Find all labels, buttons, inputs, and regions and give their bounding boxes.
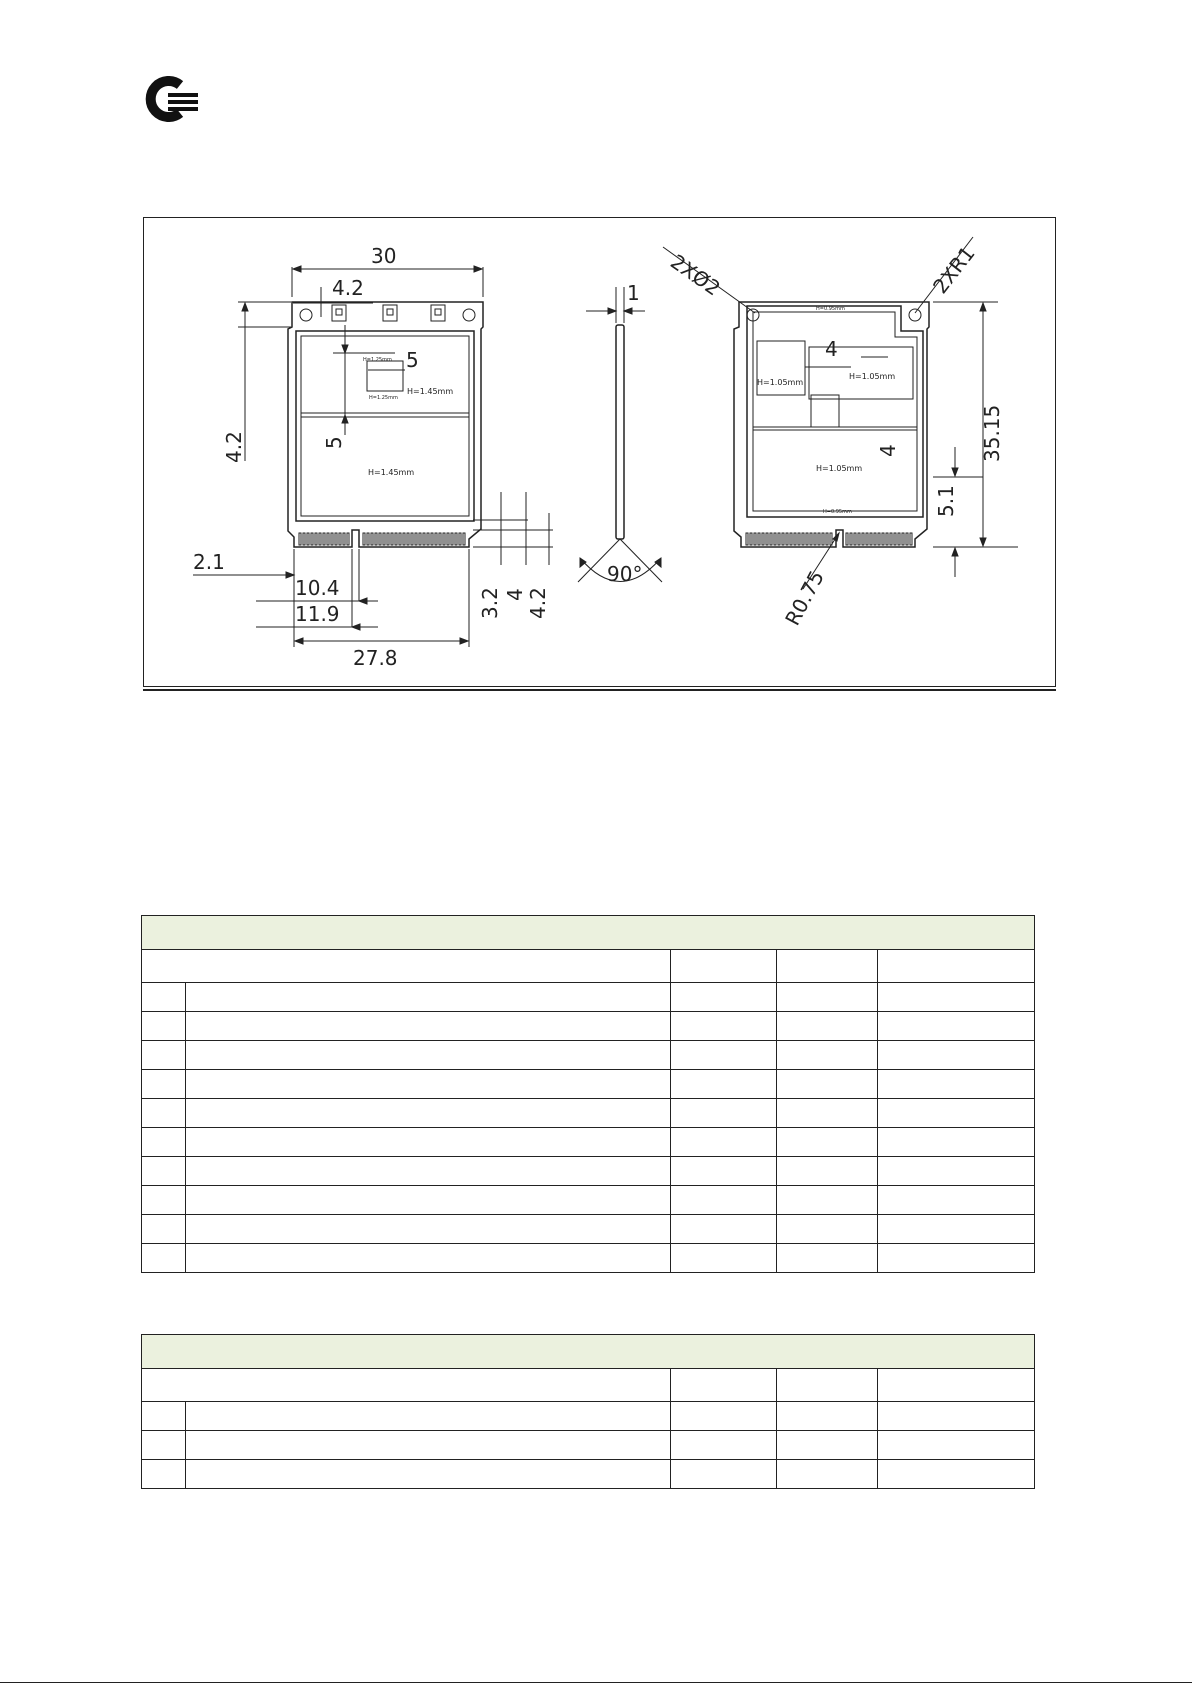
dim-width-30: 30: [371, 244, 397, 268]
height-label-small: H=1.45mm: [407, 387, 454, 396]
dim-hole-diameter: 2XØ2: [666, 249, 725, 301]
dim-connector-offset: 4.2: [332, 276, 364, 300]
table-row: [142, 1431, 1035, 1460]
edge-connector-fingers-back: [746, 533, 912, 545]
side-view: [578, 287, 662, 582]
height-label-top: H=1.25mm: [363, 357, 392, 363]
height-label-mid: H=1.25mm: [369, 395, 398, 401]
table-row: [142, 983, 1035, 1012]
height-label-b1: H=1.05mm: [757, 378, 804, 387]
table-row: [142, 1012, 1035, 1041]
dim-corner-radius: 2XR1: [928, 241, 980, 299]
table-row: [142, 1128, 1035, 1157]
table-subheader: [142, 1369, 1035, 1402]
height-label-large: H=1.45mm: [368, 468, 415, 477]
page-bottom-rule: [0, 1682, 1192, 1683]
table-row: [142, 1041, 1035, 1070]
table-row: [142, 1070, 1035, 1099]
height-label-b2: H=1.05mm: [849, 372, 896, 381]
dim-5-horizontal: 5: [406, 348, 419, 372]
table-row: [142, 1157, 1035, 1186]
dim-5-1: 5.1: [934, 485, 958, 517]
edge-connector-fingers: [299, 533, 465, 545]
dim-2-1: 2.1: [193, 550, 225, 574]
mechanical-drawing: [143, 217, 1056, 687]
dim-27-8: 27.8: [353, 646, 398, 670]
table-row: [142, 1186, 1035, 1215]
height-label-b4: H=0.95mm: [816, 306, 845, 312]
dim-4-vertical: 4: [876, 444, 900, 457]
table-row: [142, 1099, 1035, 1128]
table-header: [142, 1335, 1035, 1369]
dim-10-4: 10.4: [295, 576, 340, 600]
dim-top-4-2: 4.2: [222, 431, 246, 463]
dim-5-vertical: 5: [322, 436, 346, 449]
spec-table-2: [141, 1334, 1035, 1489]
dim-11-9: 11.9: [295, 602, 340, 626]
dim-notch-radius: R0.75: [780, 566, 829, 630]
table-row: [142, 1244, 1035, 1273]
dim-bottom-4-2: 4.2: [526, 587, 550, 619]
dim-4: 4: [503, 588, 527, 601]
dim-thickness-1: 1: [627, 281, 640, 305]
table-header: [142, 916, 1035, 950]
dim-3-2: 3.2: [478, 587, 502, 619]
spec-table-1: [141, 915, 1035, 1273]
table-subheader: [142, 950, 1035, 983]
table-row: [142, 1215, 1035, 1244]
dim-angle-90: 90°: [607, 562, 643, 586]
back-view-text: [666, 242, 1004, 630]
height-label-b5: H=0.95mm: [823, 509, 852, 515]
company-logo-icon: [140, 76, 200, 122]
table-row: [142, 1460, 1035, 1489]
height-label-b3: H=1.05mm: [816, 464, 863, 473]
dim-length-35-15: 35.15: [980, 404, 1004, 462]
dim-4-horizontal: 4: [825, 337, 838, 361]
table-row: [142, 1402, 1035, 1431]
drawing-underline: [143, 689, 1056, 691]
